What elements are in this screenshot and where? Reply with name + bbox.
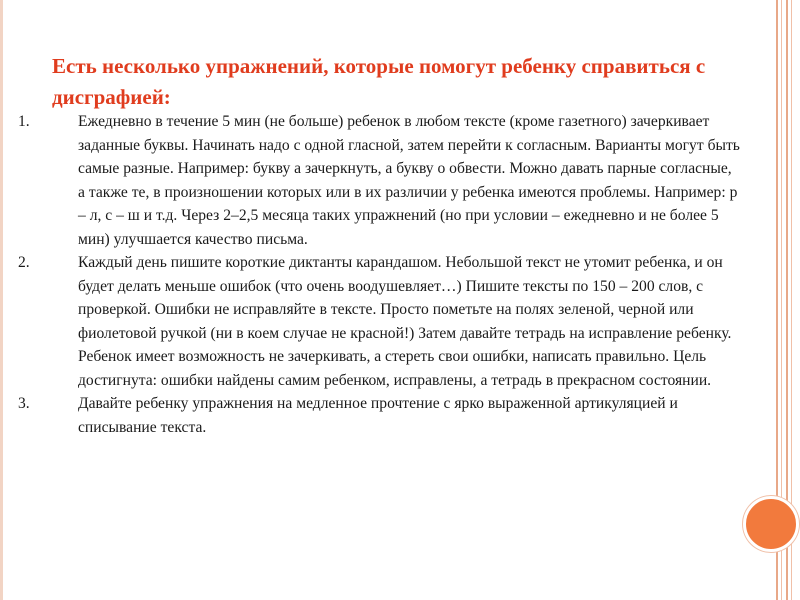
list-item-number: 2. xyxy=(18,254,30,271)
list-item-text: Давайте ребенку упражнения на медленное прочтение с ярко выраженной артикуляцией и списывание текста. xyxy=(78,395,678,436)
list-item-number: 1. xyxy=(18,113,30,130)
list-item xyxy=(0,251,740,392)
list-item-text: Каждый день пишите короткие диктанты карандашом. Небольшой текст не утомит ребенка, и он будет делать меньше ошибок (что очень воодушевляет…) Пишите тексты по 150 – 200 слов, с проверкой. Ошибки не исправляйте в тексте. Просто пометьте на полях зеленой, черной или фиолетовой ручкой (ни в коем случае не красной!) Затем давайте тетрадь на исправление ребенку. Ребенок имеет возможность не зачеркивать, а стереть свои ошибки, написать правильно. Цель достигнута: ошибки найдены самим ребенком, исправлены, а тетрадь в прекрасном состоянии. xyxy=(78,254,732,389)
exercise-list xyxy=(0,110,740,439)
decorative-circle xyxy=(743,496,799,552)
slide-title: Есть несколько упражнений, которые помогут ребенку справиться с дисграфией: xyxy=(52,54,706,109)
list-item xyxy=(0,392,740,439)
list-item-number: 3. xyxy=(18,395,30,412)
list-item xyxy=(0,110,740,251)
list-item-text: Ежедневно в течение 5 мин (не больше) ребенок в любом тексте (кроме газетного) зачеркивает заданные буквы. Начинать надо с одной гласной, затем перейти к согласным. Варианты могут быть самые разные. Например: букву а зачеркнуть, а букву о обвести. Можно давать парные согласные, а также те, в произношении которых или в их различии у ребенка имеются проблемы. Например: р – л, с – ш и т.д. Через 2–2,5 месяца таких упражнений (но при условии – ежедневно и не более 5 мин) улучшается качество письма. xyxy=(78,113,740,248)
